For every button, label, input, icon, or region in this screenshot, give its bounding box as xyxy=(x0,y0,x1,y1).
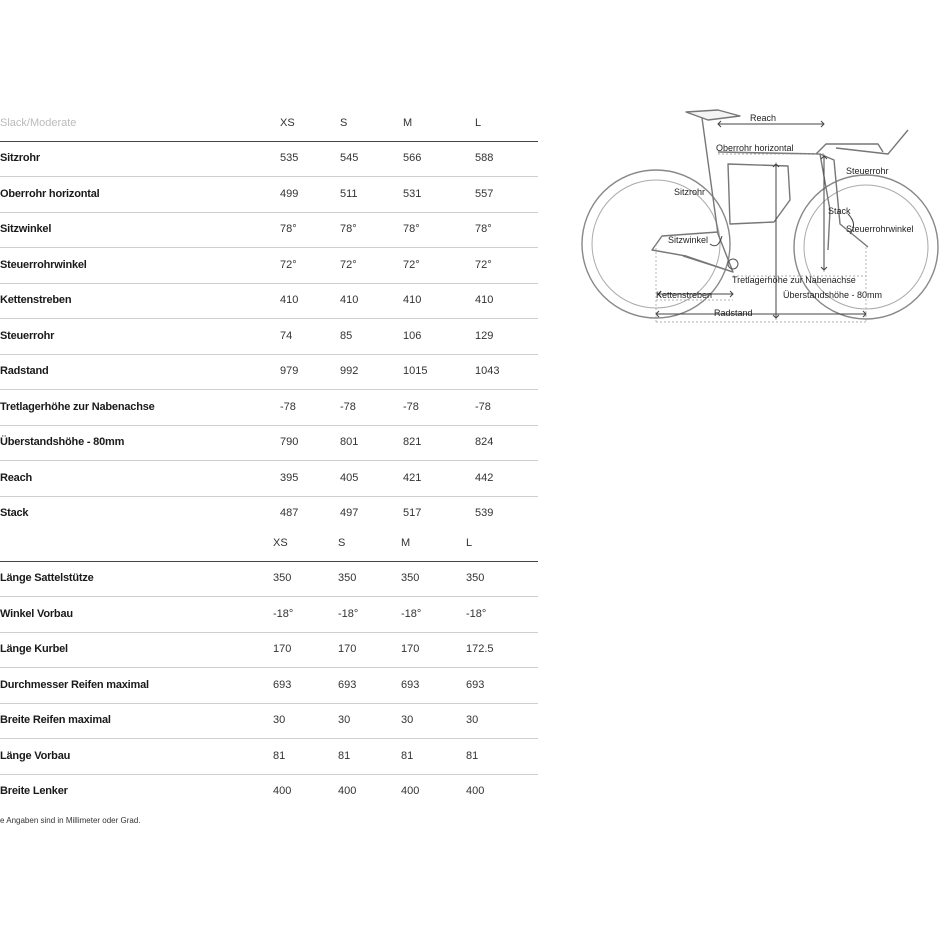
cell-value: 824 xyxy=(475,436,494,449)
cell-value: 81 xyxy=(466,749,479,762)
footnote: e Angaben sind in Millimeter oder Grad. xyxy=(0,816,141,825)
cell-value: -78 xyxy=(340,400,356,413)
cell-value: -18° xyxy=(401,607,422,620)
cell-value: 410 xyxy=(340,294,359,307)
row-label: Länge Kurbel xyxy=(0,643,68,656)
cell-value: 693 xyxy=(273,678,292,691)
cell-value: 545 xyxy=(340,152,359,165)
label-radstand: Radstand xyxy=(714,308,753,318)
row-label: Länge Vorbau xyxy=(0,749,71,762)
row-label: Breite Reifen maximal xyxy=(0,714,111,727)
row-label: Sitzrohr xyxy=(0,152,40,165)
cell-value: 487 xyxy=(280,507,299,520)
cell-value: 442 xyxy=(475,471,494,484)
label-sitzrohr: Sitzrohr xyxy=(674,187,706,197)
cell-value: 172.5 xyxy=(466,643,494,656)
cell-value: 30 xyxy=(466,714,479,727)
table-row xyxy=(0,561,538,597)
row-label: Reach xyxy=(0,471,33,484)
cell-value: 78° xyxy=(475,223,492,236)
cell-value: 400 xyxy=(466,785,485,798)
component-table xyxy=(0,526,538,809)
cell-value: 350 xyxy=(401,572,420,585)
table-row xyxy=(0,632,538,668)
cell-value: 30 xyxy=(401,714,414,727)
cell-value: 588 xyxy=(475,152,494,165)
table-row xyxy=(0,212,538,248)
cell-value: 350 xyxy=(273,572,292,585)
row-label: Kettenstreben xyxy=(0,294,72,307)
table-row xyxy=(0,283,538,319)
table-header-row xyxy=(0,106,538,141)
cell-value: 992 xyxy=(340,365,359,378)
cell-value: 1043 xyxy=(475,365,500,378)
cell-value: 517 xyxy=(403,507,422,520)
table-row xyxy=(0,461,538,497)
table-row xyxy=(0,597,538,633)
cell-value: 535 xyxy=(280,152,299,165)
table-row xyxy=(0,354,538,390)
cell-value: 790 xyxy=(280,436,299,449)
size-header-xs: XS xyxy=(273,536,288,549)
row-label: Länge Sattelstütze xyxy=(0,572,94,585)
label-steuerrohrwinkel: Steuerrohrwinkel xyxy=(846,224,914,234)
cell-value: 497 xyxy=(340,507,359,520)
size-header-s: S xyxy=(340,116,348,129)
cell-value: 350 xyxy=(338,572,357,585)
cell-value: -18° xyxy=(338,607,359,620)
row-label: Steuerrohrwinkel xyxy=(0,258,87,271)
cell-value: 400 xyxy=(338,785,357,798)
label-oberrohr: Oberrohr horizontal xyxy=(716,143,794,153)
label-tretlager: Tretlagerhöhe zur Nabenachse xyxy=(732,275,856,285)
cell-value: 30 xyxy=(273,714,286,727)
table-row xyxy=(0,668,538,704)
cell-value: 511 xyxy=(340,187,358,200)
cell-value: 410 xyxy=(403,294,422,307)
cell-value: 400 xyxy=(401,785,420,798)
empty-header xyxy=(0,526,273,561)
cell-value: 81 xyxy=(401,749,414,762)
cell-value: 405 xyxy=(340,471,359,484)
cell-value: 72° xyxy=(340,258,357,271)
cell-value: 395 xyxy=(280,471,299,484)
cell-value: 170 xyxy=(273,643,292,656)
size-header-s: S xyxy=(338,536,346,549)
label-kettenstreben: Kettenstreben xyxy=(656,290,713,300)
table-row xyxy=(0,774,538,809)
row-label: Stack xyxy=(0,507,29,520)
table-header-row xyxy=(0,526,538,561)
cell-value: 539 xyxy=(475,507,494,520)
cell-value: 170 xyxy=(338,643,357,656)
cell-value: 557 xyxy=(475,187,494,200)
table-row xyxy=(0,248,538,284)
label-ueberstand: Überstandshöhe - 80mm xyxy=(783,290,883,300)
label-steuerrohr: Steuerrohr xyxy=(846,166,889,176)
table-row xyxy=(0,703,538,739)
cell-value: 979 xyxy=(280,365,299,378)
table-row xyxy=(0,141,538,177)
cell-value: 72° xyxy=(280,258,297,271)
size-header-l: L xyxy=(466,536,473,549)
row-label: Überstandshöhe - 80mm xyxy=(0,436,125,449)
cell-value: 30 xyxy=(338,714,351,727)
row-label: Breite Lenker xyxy=(0,785,68,798)
cell-value: 78° xyxy=(340,223,357,236)
cell-value: -78 xyxy=(475,400,491,413)
cell-value: -18° xyxy=(273,607,294,620)
row-label: Tretlagerhöhe zur Nabenachse xyxy=(0,400,155,413)
cell-value: 170 xyxy=(401,643,420,656)
size-header-xs: XS xyxy=(280,116,295,129)
cell-value: 410 xyxy=(475,294,494,307)
table-row xyxy=(0,177,538,213)
cell-value: 499 xyxy=(280,187,299,200)
size-header-m: M xyxy=(401,536,411,549)
cell-value: 85 xyxy=(340,329,353,342)
row-label: Winkel Vorbau xyxy=(0,607,73,620)
cell-value: -78 xyxy=(280,400,296,413)
cell-value: 693 xyxy=(466,678,485,691)
size-header-l: L xyxy=(475,116,482,129)
cell-value: 106 xyxy=(403,329,422,342)
table-row xyxy=(0,739,538,775)
cell-value: 74 xyxy=(280,329,293,342)
cell-value: 400 xyxy=(273,785,292,798)
cell-value: 801 xyxy=(340,436,359,449)
cell-value: -18° xyxy=(466,607,487,620)
row-label: Durchmesser Reifen maximal xyxy=(0,678,149,691)
label-stack: Stack xyxy=(828,206,851,216)
cell-value: 566 xyxy=(403,152,422,165)
cell-value: 350 xyxy=(466,572,485,585)
cell-value: 78° xyxy=(403,223,420,236)
cell-value: 1015 xyxy=(403,365,428,378)
cell-value: 81 xyxy=(273,749,286,762)
cell-value: 821 xyxy=(403,436,422,449)
row-label: Radstand xyxy=(0,365,49,378)
label-sitzwinkel: Sitzwinkel xyxy=(668,235,709,245)
cell-value: -78 xyxy=(403,400,419,413)
cell-value: 72° xyxy=(475,258,492,271)
cell-value: 421 xyxy=(403,471,422,484)
row-label: Sitzwinkel xyxy=(0,223,52,236)
cell-value: 693 xyxy=(338,678,357,691)
row-label: Steuerrohr xyxy=(0,329,55,342)
row-label: Oberrohr horizontal xyxy=(0,187,100,200)
table-row xyxy=(0,425,538,461)
geometry-table xyxy=(0,106,538,531)
cell-value: 129 xyxy=(475,329,494,342)
cell-value: 410 xyxy=(280,294,299,307)
cell-value: 693 xyxy=(401,678,420,691)
table-row xyxy=(0,390,538,426)
cell-value: 81 xyxy=(338,749,351,762)
size-header-m: M xyxy=(403,116,413,129)
table-row xyxy=(0,319,538,355)
label-reach: Reach xyxy=(750,113,777,123)
cell-value: 78° xyxy=(280,223,297,236)
cell-value: 531 xyxy=(403,187,422,200)
bike-geometry-diagram xyxy=(578,104,940,334)
cell-value: 72° xyxy=(403,258,420,271)
variant-label: Slack/Moderate xyxy=(0,116,77,129)
